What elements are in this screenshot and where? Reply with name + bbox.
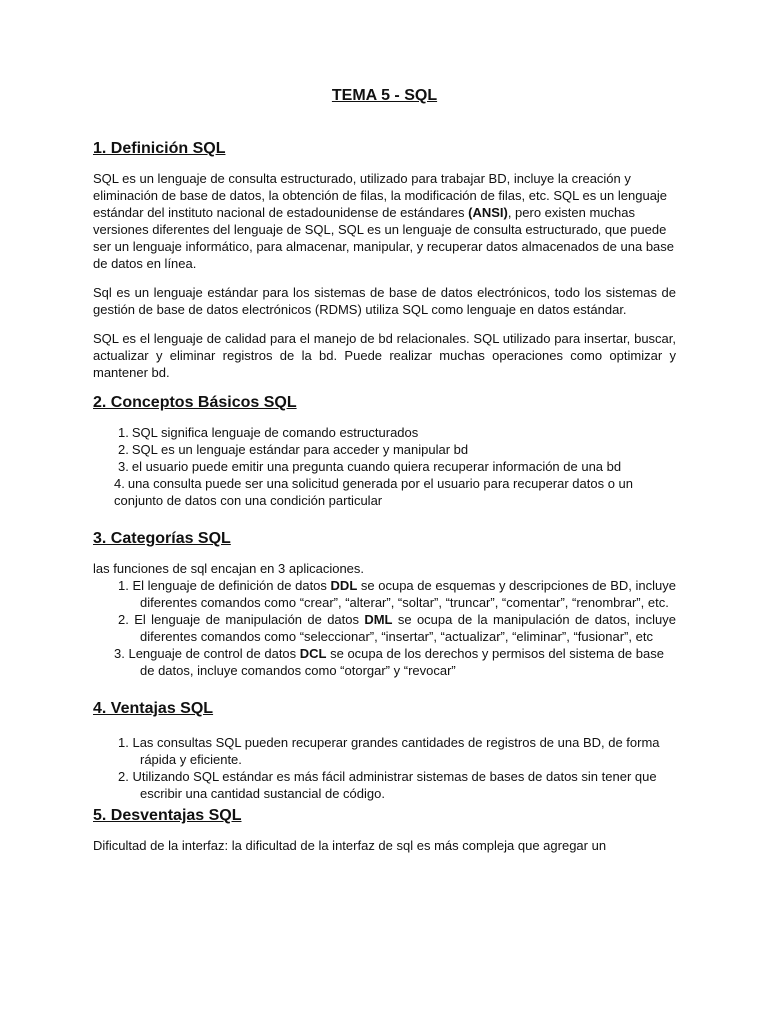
section-heading: 4. Ventajas SQL (93, 700, 214, 717)
section-heading: 5. Desventajas SQL (93, 807, 242, 824)
list-text: El lenguaje de definición de datos (132, 578, 331, 593)
paragraph: Dificultad de la interfaz: la dificultad de la interfaz de sql es más compleja que agregar un (93, 838, 607, 853)
section-ventajas (93, 699, 676, 802)
list-number: 1. (118, 578, 129, 593)
list-text: se ocupa de los derechos y permisos del sistema de base de datos, incluye comandos como “otorgar” y “revocar” (140, 646, 664, 678)
document-title: TEMA 5 - SQL (331, 87, 438, 104)
list-number: 4. (114, 476, 125, 491)
section-categorias (93, 529, 676, 679)
section-heading: 2. Conceptos Básicos SQL (93, 394, 297, 411)
list-text: Las consultas SQL pueden recuperar grandes cantidades de registros de una BD, de forma rápida y eficiente. (132, 735, 660, 767)
numbered-list (93, 734, 676, 802)
list-text: Utilizando SQL estándar es más fácil administrar sistemas de bases de datos sin tener que escribir una cantidad sustancial de código. (132, 769, 657, 801)
list-text: Lenguaje de control de datos (128, 646, 300, 661)
list-text: una consulta puede ser una solicitud generada por el usuario para recuperar datos o un conjunto de datos con una condición particular (114, 476, 634, 508)
list-item (93, 734, 676, 768)
list-item (93, 611, 676, 645)
bold-term: DML (364, 612, 393, 627)
list-item (93, 475, 676, 509)
list-number: 2. (118, 612, 129, 627)
paragraph (93, 170, 676, 272)
numbered-list (93, 424, 676, 509)
section-definicion (93, 139, 676, 381)
list-text: SQL es un lenguaje estándar para acceder y manipular bd (131, 442, 469, 457)
paragraph-text: , pero existen muchas versiones diferentes del lenguaje de SQL, SQL es un lenguaje de consulta estructurado, que puede ser un lenguaje informático, para almacenar, manipular, y recuperar datos almacenados de una base de datos en línea. (93, 205, 675, 271)
section-lead: las funciones de sql encajan en 3 aplicaciones. (93, 561, 365, 576)
list-item (93, 577, 676, 611)
list-number: 3. (114, 646, 125, 661)
list-number: 2. (118, 769, 129, 784)
list-number: 1. (118, 425, 129, 440)
paragraph: SQL es el lenguaje de calidad para el manejo de bd relacionales. SQL utilizado para insertar, buscar, actualizar y eliminar registros de la bd. Puede realizar muchas operaciones como optimizar y mantener bd. (93, 331, 676, 380)
list-number: 3. (118, 459, 129, 474)
section-heading: 3. Categorías SQL (93, 530, 231, 547)
bold-term: DDL (330, 578, 358, 593)
section-desventajas (93, 806, 676, 854)
list-text: se ocupa de esquemas y descripciones de BD, incluye diferentes comandos como “crear”, “alterar”, “soltar”, “truncar”, “comentar”, “renombrar”, etc. (140, 578, 676, 610)
list-text: El lenguaje de manipulación de datos (134, 612, 365, 627)
paragraph: Sql es un lenguaje estándar para los sistemas de base de datos electrónicos, todo los sistemas de gestión de base de datos electrónicos (RDMS) utiliza SQL como lenguaje en datos estándar. (93, 285, 676, 317)
list-number: 2. (118, 442, 129, 457)
list-item (93, 645, 676, 679)
section-conceptos (93, 393, 676, 509)
paragraph-text: SQL es un lenguaje de consulta estructurado, utilizado para trabajar BD, incluye la creación y eliminación de base de datos, la obtención de filas, la modificación de filas, etc. SQL es un lenguaje estándar del instituto nacional de estadounidense de estándares (93, 171, 668, 220)
list-item (93, 768, 676, 802)
list-text: el usuario puede emitir una pregunta cuando quiera recuperar información de una bd (131, 459, 622, 474)
bold-term: (ANSI) (468, 205, 508, 220)
list-text: se ocupa de la manipulación de datos, incluye diferentes comandos como “seleccionar”, “insertar”, “actualizar”, “eliminar”, “fusionar”, etc (140, 612, 676, 644)
list-number: 1. (118, 735, 129, 750)
section-heading: 1. Definición SQL (93, 140, 226, 157)
list-item (93, 424, 676, 441)
list-item (93, 441, 676, 458)
list-item (93, 458, 676, 475)
bold-term: DCL (299, 646, 327, 661)
list-text: SQL significa lenguaje de comando estructurados (131, 425, 419, 440)
numbered-list (93, 577, 676, 679)
